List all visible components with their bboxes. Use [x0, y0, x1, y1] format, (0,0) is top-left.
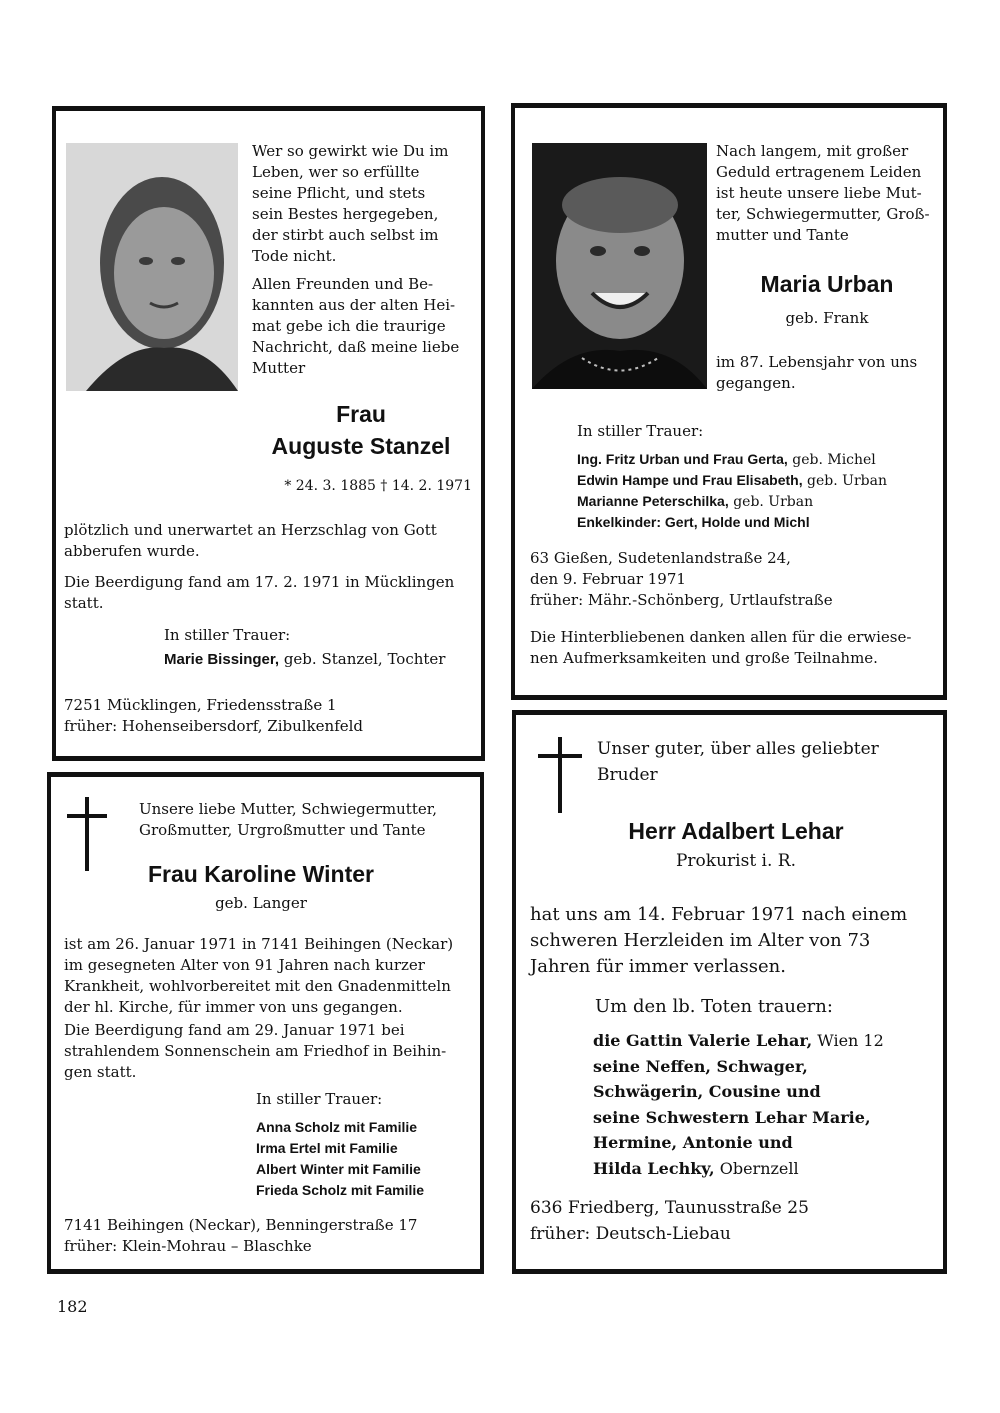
- mourner-name: Ing. Fritz Urban und Frau Gerta,: [577, 451, 788, 467]
- verse-text: [252, 141, 470, 267]
- text-line: Die Beerdigung fand am 29. Januar 1971 bei: [64, 1021, 405, 1039]
- cross-icon: [67, 797, 107, 871]
- text-line: gen statt.: [64, 1063, 137, 1081]
- mourner-line: [577, 449, 887, 470]
- deceased-name: Frau Karoline Winter: [148, 861, 374, 887]
- mourner-name: Marianne Peterschilka,: [577, 493, 729, 509]
- intro-text: [716, 141, 938, 246]
- mourner-name: Hermine, Antonie und: [593, 1133, 793, 1152]
- maiden-name: geb. Frank: [785, 309, 869, 327]
- address-line: früher: Hohenseibersdorf, Zibulkenfeld: [64, 717, 364, 735]
- intro-line: kannten aus der alten Hei-: [252, 296, 456, 314]
- thanks-text: [530, 627, 940, 669]
- portrait-photo-image: [66, 143, 238, 391]
- text-line: ist am 26. Januar 1971 in 7141 Beihingen (Neckar): [64, 935, 454, 953]
- notice-urban: [511, 103, 947, 700]
- mourner-name: Marie Bissinger,: [164, 651, 280, 668]
- mourner-relation: geb. Urban: [728, 494, 814, 510]
- address-line: den 9. Februar 1971: [530, 570, 686, 588]
- mourner-name: seine Neffen, Schwager,: [593, 1056, 808, 1076]
- mourner-line: [577, 512, 887, 533]
- notice-stanzel: [52, 106, 485, 761]
- mourner-line: [593, 1054, 884, 1080]
- mourner-name: Schwägerin, Cousine und: [593, 1082, 821, 1101]
- intro-line: Bruder: [597, 765, 658, 785]
- address-line: 7251 Mücklingen, Friedensstraße 1: [64, 696, 337, 714]
- verse-line: seine Pflicht, und stets: [252, 184, 426, 202]
- mourner-name: Frieda Scholz mit Familie: [256, 1182, 425, 1198]
- death-text: [64, 520, 484, 562]
- intro-text: [597, 736, 937, 788]
- text-line: Jahren für immer verlassen.: [530, 956, 786, 977]
- text-line: hat uns am 14. Februar 1971 nach einem: [530, 904, 908, 925]
- trauer-label: In stiller Trauer:: [164, 626, 291, 644]
- mourner-line: [577, 470, 887, 491]
- funeral-text: [64, 572, 484, 614]
- notice-lehar: [512, 710, 947, 1274]
- trauer-label: In stiller Trauer:: [256, 1090, 383, 1108]
- thanks-line: nen Aufmerksamkeiten und große Teilnahme.: [530, 649, 878, 667]
- page-number: 182: [57, 1297, 88, 1316]
- trauer-label: In stiller Trauer:: [577, 422, 704, 440]
- age-line: im 87. Lebensjahr von uns: [716, 353, 918, 371]
- deceased-name: Auguste Stanzel: [271, 433, 451, 459]
- intro-line: Nach langem, mit großer: [716, 142, 909, 160]
- address-line: 636 Friedberg, Taunusstraße 25: [530, 1198, 809, 1218]
- verse-line: der stirbt auch selbst im: [252, 226, 439, 244]
- intro-line: Allen Freunden und Be-: [252, 275, 434, 293]
- text-line: Krankheit, wohlvorbereitet mit den Gnadenmitteln: [64, 977, 451, 995]
- intro-line: ist heute unsere liebe Mut-: [716, 184, 922, 202]
- intro-text: [252, 274, 470, 379]
- text-line: plötzlich und unerwartet an Herzschlag von Gott: [64, 521, 437, 539]
- deceased-title: Frau: [336, 401, 386, 427]
- intro-line: Nachricht, daß meine liebe: [252, 338, 460, 356]
- intro-line: Großmutter, Urgroßmutter und Tante: [139, 821, 426, 839]
- address: [530, 548, 940, 611]
- intro-line: Mutter: [252, 359, 306, 377]
- mourner-line: [593, 1105, 884, 1131]
- mourner-line: [593, 1079, 884, 1105]
- address: [64, 695, 484, 737]
- mourner-list: [593, 1028, 884, 1181]
- text-line: schweren Herzleiden im Alter von 73: [530, 930, 871, 951]
- verse-line: Leben, wer so erfüllte: [252, 163, 420, 181]
- mourner-name: seine Schwestern Lehar Marie,: [593, 1107, 871, 1127]
- intro-line: Unser guter, über alles geliebter: [597, 739, 879, 759]
- mourner-list: [577, 449, 887, 533]
- intro-line: Geduld ertragenem Leiden: [716, 163, 922, 181]
- text-line: der hl. Kirche, für immer von uns gegangen.: [64, 998, 403, 1016]
- verse-line: Wer so gewirkt wie Du im: [252, 142, 449, 160]
- mourner-name: Enkelkinder: Gert, Holde und Michl: [577, 514, 810, 530]
- notice-winter: [47, 772, 484, 1274]
- mourner-name: Anna Scholz mit Familie: [256, 1119, 418, 1135]
- address-line: früher: Mähr.-Schönberg, Urtlaufstraße: [530, 591, 833, 609]
- address: [64, 1215, 484, 1257]
- verse-line: Tode nicht.: [252, 247, 337, 265]
- life-dates: * 24. 3. 1885 † 14. 2. 1971: [284, 478, 472, 494]
- age-line: gegangen.: [716, 374, 796, 392]
- funeral-text: [64, 1020, 484, 1083]
- verse-line: sein Bestes hergegeben,: [252, 205, 439, 223]
- mourner-relation: geb. Michel: [787, 452, 876, 468]
- cross-icon: [538, 737, 582, 813]
- portrait-photo: [66, 143, 238, 391]
- address-line: 63 Gießen, Sudetenlandstraße 24,: [530, 549, 791, 567]
- mourner-line: [593, 1028, 884, 1054]
- trauer-label: Um den lb. Toten trauern:: [595, 996, 833, 1017]
- mourner-line: [577, 491, 887, 512]
- text-line: abberufen wurde.: [64, 542, 200, 560]
- professional-title: Prokurist i. R.: [675, 851, 797, 871]
- mourner-name: die Gattin Valerie Lehar,: [593, 1031, 813, 1050]
- portrait-photo-image: [532, 143, 707, 389]
- deceased-name: Maria Urban: [760, 271, 894, 297]
- address-line: früher: Deutsch-Liebau: [530, 1224, 731, 1244]
- age-text: [716, 352, 938, 394]
- mourner-name: Irma Ertel mit Familie: [256, 1140, 398, 1156]
- maiden-name: geb. Langer: [215, 894, 307, 912]
- text-line: strahlendem Sonnenschein am Friedhof in Beihin-: [64, 1042, 447, 1060]
- death-text: [530, 902, 940, 980]
- mourner-line: [593, 1156, 884, 1182]
- intro-line: mutter und Tante: [716, 226, 849, 244]
- intro-line: mat gebe ich die traurige: [252, 317, 446, 335]
- portrait-photo: [532, 143, 707, 389]
- mourner-name: Edwin Hampe und Frau Elisabeth,: [577, 472, 803, 488]
- address-line: 7141 Beihingen (Neckar), Benningerstraße 17: [64, 1216, 418, 1234]
- text-line: statt.: [64, 594, 104, 612]
- intro-line: ter, Schwiegermutter, Groß-: [716, 205, 930, 223]
- mourner-relation: Wien 12: [812, 1031, 884, 1050]
- mourner-list: [256, 1117, 424, 1201]
- intro-line: Unsere liebe Mutter, Schwiegermutter,: [139, 800, 438, 818]
- mourner-relation: geb. Stanzel, Tochter: [279, 650, 446, 668]
- death-text: [64, 934, 484, 1018]
- mourner-line: [164, 649, 445, 670]
- deceased-name: Herr Adalbert Lehar: [628, 818, 844, 844]
- thanks-line: Die Hinterbliebenen danken allen für die erwiese-: [530, 628, 912, 646]
- intro-text: [139, 799, 475, 841]
- mourner-name: Hilda Lechky,: [593, 1158, 715, 1178]
- text-line: Die Beerdigung fand am 17. 2. 1971 in Mücklingen: [64, 573, 455, 591]
- address-line: früher: Klein-Mohrau – Blaschke: [64, 1237, 312, 1255]
- mourner-name: Albert Winter mit Familie: [256, 1161, 421, 1177]
- mourner-relation: Obernzell: [714, 1158, 799, 1178]
- mourner-relation: geb. Urban: [802, 473, 887, 489]
- mourner-line: [593, 1130, 884, 1156]
- address: [530, 1195, 940, 1247]
- text-line: im gesegneten Alter von 91 Jahren nach kurzer: [64, 956, 425, 974]
